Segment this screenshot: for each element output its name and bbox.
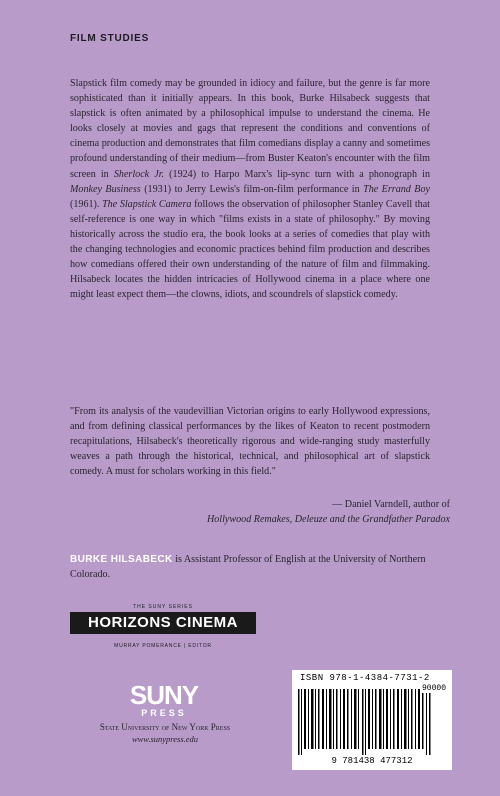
series-logo <box>70 601 256 657</box>
blurb-text: (1961). <box>70 198 103 210</box>
publisher-logo-sub: PRESS <box>141 708 187 718</box>
quote-author-book: Hollywood Remakes, Deleuze and the Grandfather Paradox <box>206 514 450 526</box>
series-editor: MURRAY POMERANCE | EDITOR <box>114 643 212 649</box>
publisher-info <box>70 721 260 745</box>
film-title: The Errand Boy <box>363 183 430 195</box>
author-bio-text: is Assistant Professor of English at the University of Northern Colorado. <box>70 554 426 581</box>
isbn-label: ISBN 978-1-4384-7731-2 <box>300 673 430 683</box>
publisher-logo-word: SUNY <box>129 680 199 710</box>
blurb-text: (1931) to Jerry Lewis's film-on-film performance in <box>140 183 364 195</box>
blurb-text: (1924) to Harpo Marx's lip-sync turn with a phonograph in <box>164 168 430 180</box>
author-name: BURKE HILSABECK <box>70 554 173 565</box>
series-title: HORIZONS CINEMA <box>70 612 256 634</box>
author-bio <box>70 552 450 582</box>
category-label: FILM STUDIES <box>70 33 150 44</box>
publisher-url: www.sunypress.edu <box>131 734 199 744</box>
film-title: Sherlock Jr. <box>113 168 165 180</box>
book-title: The Slapstick Camera <box>102 198 192 210</box>
book-description <box>70 76 430 302</box>
film-title: Monkey Business <box>70 183 141 195</box>
endorsement-quote: "From its analysis of the vaudevillian Victorian origins to early Hollywood expressions, and from defining classical performances by the likes of Keaton to recent postmodern recapitulations, Hilsabeck's theoretically rigorous and wide-ranging study masterfully weaves a path through the historical, technical, and philosophical art of slapstick comedy. A must for scholars working in this field." <box>70 406 430 478</box>
isbn-barcode <box>292 670 452 770</box>
publisher-name: State University of New York Press <box>99 722 231 732</box>
blurb-text: Slapstick film comedy may be grounded in idiocy and failure, but the genre is far more sophisticated than it initially appears. In this book, Burke Hilsabeck suggests that slapstick is often animated by a philosophical impulse to understand the cinema. He looks closely at movies and gags that represent the conditions and conventions of cinema production and demonstrates that film comedians display a canny and sometimes profound understanding of their medium—from Buster Keaton's encounter with the film screen in <box>70 78 430 180</box>
blurb-text: follows the observation of philosopher Stanley Cavell that self-reference is one way in which "films exists in a state of philosophy." By moving historically across the studio era, the book looks at a series of comedies that play with the changing technologies and economic practices behind film production and describes how comedians offered their own understanding of the nature of film and filmmaking. Hilsabeck locates the hidden intricacies of Hollywood cinema in a place where one might least expect them—the clowns, idiots, and scoundrels of slapstick comedy. <box>70 198 430 301</box>
publisher-logo <box>120 680 208 719</box>
series-name: THE SUNY SERIES <box>133 604 193 610</box>
barcode-digits: 9 781438 477312 <box>331 756 413 766</box>
quote-author: — Daniel Varndell, author of <box>332 499 450 510</box>
price-code: 90000 <box>421 684 446 693</box>
barcode-bars <box>296 685 448 755</box>
quote-attribution <box>180 497 450 527</box>
